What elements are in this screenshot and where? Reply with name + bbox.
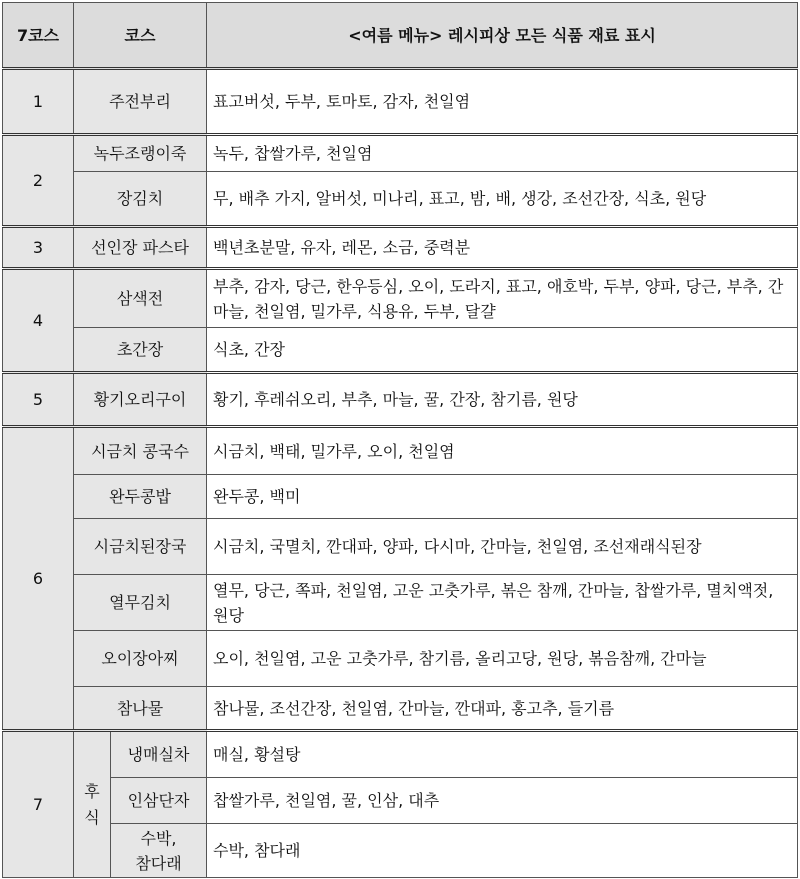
ingredients-cell: 녹두, 찹쌀가루, 천일염 [207,135,798,172]
course-name: 초간장 [74,328,207,373]
ingredients-cell: 찹쌀가루, 천일염, 꿀, 인삼, 대추 [207,778,798,824]
course-name: 완두콩밥 [74,475,207,519]
header-course: 코스 [74,3,207,69]
ingredients-cell: 시금치, 백태, 밀가루, 오이, 천일염 [207,427,798,475]
course-name: 시금치 콩국수 [74,427,207,475]
course-number: 3 [3,227,74,269]
course-name: 시금치된장국 [74,519,207,575]
table-row [3,519,798,575]
ingredients-cell: 매실, 황설탕 [207,731,798,778]
course-name: 주전부리 [74,69,207,135]
table-row [3,687,798,731]
menu-ingredients-table [2,2,798,878]
table-row [3,227,798,269]
ingredients-cell: 오이, 천일염, 고운 고춧가루, 참기름, 올리고당, 원당, 볶음참깨, 간마늘 [207,631,798,687]
table-row [3,328,798,373]
course-name: 냉매실차 [111,731,207,778]
ingredients-cell: 식초, 간장 [207,328,798,373]
ingredients-cell: 시금치, 국멸치, 깐대파, 양파, 다시마, 간마늘, 천일염, 조선재래식된장 [207,519,798,575]
table-row [3,824,798,878]
ingredients-cell: 완두콩, 백미 [207,475,798,519]
ingredients-cell: 수박, 참다래 [207,824,798,878]
course-name: 황기오리구이 [74,373,207,427]
table-row [3,778,798,824]
course-name: 삼색전 [74,269,207,328]
course-number: 6 [3,427,74,731]
table-row [3,373,798,427]
table-row [3,731,798,778]
header-ingredients: <여름 메뉴> 레시피상 모든 식품 재료 표시 [207,3,798,69]
table-row [3,172,798,227]
course-name: 선인장 파스타 [74,227,207,269]
table-row [3,69,798,135]
course-number: 7 [3,731,74,878]
course-name: 오이장아찌 [74,631,207,687]
table-row [3,475,798,519]
course-name: 참나물 [74,687,207,731]
course-name: 장김치 [74,172,207,227]
course-name: 열무김치 [74,575,207,631]
header-course-number: 7코스 [3,3,74,69]
dessert-label: 후 식 [74,731,111,878]
ingredients-cell: 표고버섯, 두부, 토마토, 감자, 천일염 [207,69,798,135]
ingredients-cell: 무, 배추 가지, 알버섯, 미나리, 표고, 밤, 배, 생강, 조선간장, 식초, 원당 [207,172,798,227]
course-number: 1 [3,69,74,135]
table-row [3,135,798,172]
ingredients-cell: 참나물, 조선간장, 천일염, 간마늘, 깐대파, 홍고추, 들기름 [207,687,798,731]
course-name: 수박, 참다래 [111,824,207,878]
course-number: 4 [3,269,74,373]
course-name: 녹두조랭이죽 [74,135,207,172]
table-row [3,631,798,687]
course-name: 인삼단자 [111,778,207,824]
ingredients-cell: 부추, 감자, 당근, 한우등심, 오이, 도라지, 표고, 애호박, 두부, 양파, 당근, 부추, 간마늘, 천일염, 밀가루, 식용유, 두부, 달걀 [207,269,798,328]
table-header-row [3,3,798,69]
ingredients-cell: 열무, 당근, 쪽파, 천일염, 고운 고춧가루, 볶은 참깨, 간마늘, 찹쌀가루, 멸치액젓, 원당 [207,575,798,631]
table-row [3,427,798,475]
course-number: 5 [3,373,74,427]
table-row [3,269,798,328]
table-row [3,575,798,631]
course-number: 2 [3,135,74,227]
ingredients-cell: 백년초분말, 유자, 레몬, 소금, 중력분 [207,227,798,269]
ingredients-cell: 황기, 후레쉬오리, 부추, 마늘, 꿀, 간장, 참기름, 원당 [207,373,798,427]
